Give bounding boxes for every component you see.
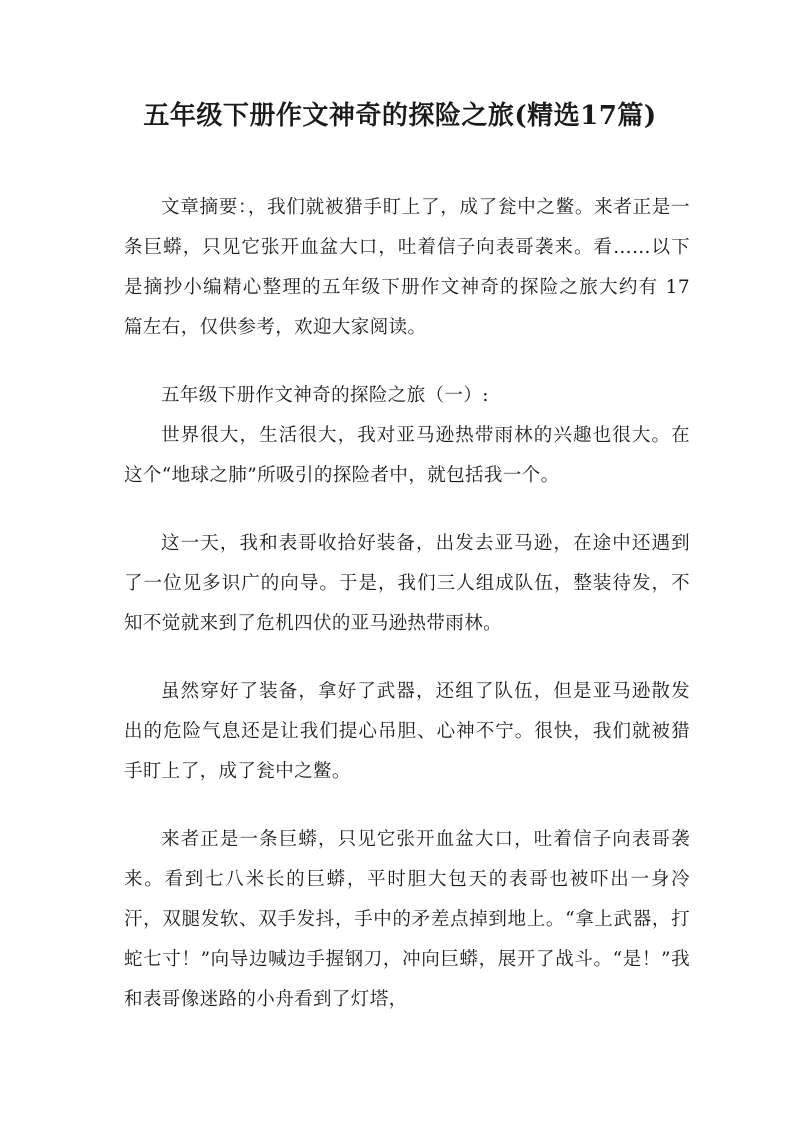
section-heading: 五年级下册作文神奇的探险之旅（一）:: [161, 385, 489, 406]
body-paragraph: 这一天，我和表哥收拾好装备，出发去亚马逊，在途中还遇到了一位见多识广的向导。于是，我们三人组成队伍，整装待发，不知不觉就来到了危机四伏的亚马逊热带雨林。: [124, 533, 690, 634]
summary-paragraph: 文章摘要：，我们就被猎手盯上了，成了瓮中之鳖。来者正是一条巨蟒，只见它张开血盆大口，吐着信子向表哥袭来。看……以下是摘抄小编精心整理的五年级下册作文神奇的探险之旅大约有 17 篇左右，仅供参考，欢迎大家阅读。: [124, 197, 690, 338]
paragraph-gap: [124, 792, 690, 820]
document-title: 五年级下册作文神奇的探险之旅(精选17篇): [143, 101, 657, 131]
body-paragraph: 虽然穿好了装备，拿好了武器，还组了队伍，但是亚马逊散发出的危险气息还是让我们提心吊胆、心神不宁。很快，我们就被猎手盯上了，成了瓮中之鳖。: [124, 681, 690, 782]
document-body: [124, 188, 690, 1020]
body-paragraph: 世界很大，生活很大，我对亚马逊热带雨林的兴趣也很大。在这个“地球之肺”所吸引的探险者中，就包括我一个。: [124, 425, 690, 486]
paragraph-gap: [124, 496, 690, 524]
paragraph-gap: [124, 348, 690, 376]
body-paragraph: 来者正是一条巨蟒，只见它张开血盆大口，吐着信子向表哥袭来。看到七八米长的巨蟒，平时胆大包天的表哥也被吓出一身冷汗，双腿发软、双手发抖，手中的矛差点掉到地上。“拿上武器，打蛇七寸！”向导边喊边手握钢刀，冲向巨蟒，展开了战斗。“是！”我和表哥像迷路的小舟看到了灯塔，: [124, 829, 690, 1010]
paragraph-gap: [124, 644, 690, 672]
